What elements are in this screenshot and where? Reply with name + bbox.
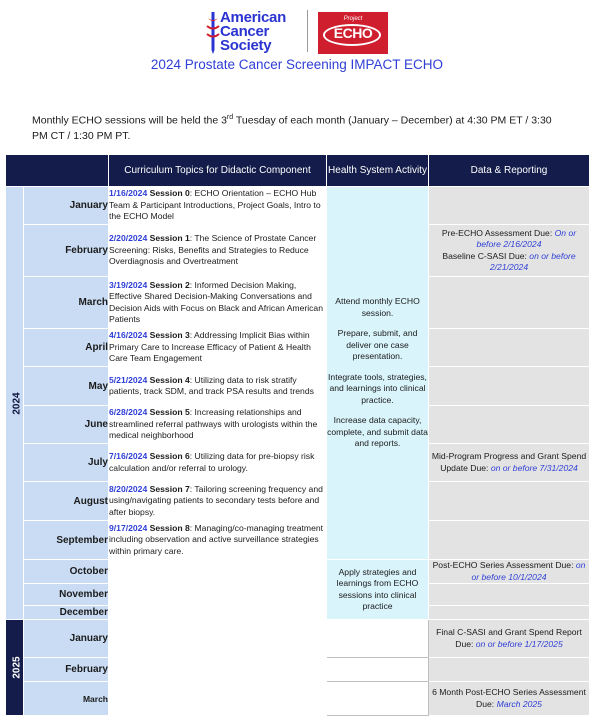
acs-logo-line1: American: [220, 9, 286, 26]
topic-november: [109, 584, 327, 606]
session-row-0: 1/16/2024 Session 0: ECHO Orientation – ECHO Hub Team & Participant Introductions, Project Goals, Intro to the ECHO Model: [109, 187, 327, 225]
health-system-activity-main: [327, 187, 429, 560]
health-system-activity-apply: Apply strategies and learnings from ECHO sessions into clinical practice: [327, 560, 429, 620]
data-reporting-april: [429, 329, 590, 367]
data-reporting-february: Pre-ECHO Assessment Due: On or before 2/16/2024 Baseline C-SASI Due: on or before 2/21/2024: [429, 225, 590, 277]
session-row-1: 2/20/2024 Session 1: The Science of Prostate Cancer Screening: Risks, Benefits and Strategies to Reduce Overdiagnosis and Overtreatment: [109, 225, 327, 277]
data-reporting-february-2025: [429, 658, 590, 682]
health-march-2025: [327, 682, 429, 716]
topic-march-2025: [109, 682, 327, 716]
header-data-reporting: Data & Reporting: [429, 155, 590, 187]
month-july: July: [24, 444, 109, 482]
session-row-2: 3/19/2024 Session 2: Informed Decision Making, Effective Shared Decision-Making Conversations and Decision Aids with Focus on Black and African American Patients: [109, 277, 327, 329]
topic-january-2025: [109, 620, 327, 658]
topic-december: [109, 606, 327, 620]
topic-february-2025: [109, 658, 327, 682]
data-reporting-may: [429, 367, 590, 406]
american-cancer-society-logo: [204, 10, 300, 54]
month-june: June: [24, 406, 109, 444]
echo-logo-project: Project: [343, 16, 363, 22]
month-december: December: [24, 606, 109, 620]
header-curriculum-topics: Curriculum Topics for Didactic Component: [109, 155, 327, 187]
topic-october: [109, 560, 327, 584]
data-reporting-july: Mid-Program Progress and Grant Spend Update Due: on or before 7/31/2024: [429, 444, 590, 482]
month-march: March: [24, 277, 109, 329]
data-reporting-september: [429, 521, 590, 560]
logo-divider: [307, 10, 308, 52]
session-row-8: 9/17/2024 Session 8: Managing/co-managing treatment including observation and active surveillance strategies within primary care.: [109, 521, 327, 560]
month-may: May: [24, 367, 109, 406]
data-reporting-december: [429, 606, 590, 620]
month-january: January: [24, 187, 109, 225]
intro-after: Tuesday of each month (January – December) at 4:30 PM ET / 3:30 PM CT / 1:30 PM PT.: [32, 114, 552, 142]
month-february-2025: February: [24, 658, 109, 682]
acs-logo-line2: Cancer: [220, 23, 270, 40]
acs-logo-line3: Society: [220, 37, 272, 54]
data-reporting-november: [429, 584, 590, 606]
health-activity-attend: Attend monthly ECHO session.: [335, 296, 420, 318]
page-title: 2024 Prostate Cancer Screening IMPACT ECHO: [150, 57, 444, 72]
data-reporting-march: [429, 277, 590, 329]
session-row-5: 6/28/2024 Session 5: Increasing relationships and streamlined referral pathways with urologists within the medical neighborhood: [109, 406, 327, 444]
month-october: October: [24, 560, 109, 584]
month-september: September: [24, 521, 109, 560]
year-2025-label: 2025: [6, 620, 24, 716]
month-november: November: [24, 584, 109, 606]
data-reporting-october: Post-ECHO Series Assessment Due: on or before 10/1/2024: [429, 560, 590, 584]
health-january-2025: [327, 620, 429, 658]
session-row-3: 4/16/2024 Session 3: Addressing Implicit Bias within Primary Care to Increase Efficacy of Patient & Health Care Team Engagement: [109, 329, 327, 367]
year-2024-label: 2024: [6, 187, 24, 620]
header-blank: [6, 155, 109, 187]
header-logos: [0, 8, 594, 54]
data-reporting-january-2025: Final C-SASI and Grant Spend Report Due: on or before 1/17/2025: [429, 620, 590, 658]
data-reporting-august: [429, 482, 590, 521]
month-april: April: [24, 329, 109, 367]
health-activity-integrate: Integrate tools, strategies, and learnings into clinical practice.: [328, 371, 427, 405]
health-activity-data: Increase data capacity, complete, and submit data and reports.: [327, 415, 428, 449]
data-reporting-june: [429, 406, 590, 444]
month-august: August: [24, 482, 109, 521]
data-reporting-january: [429, 187, 590, 225]
health-february-2025: [327, 658, 429, 682]
project-echo-logo: [318, 12, 388, 54]
session-row-4: 5/21/2024 Session 4: Utilizing data to risk stratify patients, track SDM, and track PSA results and trends: [109, 367, 327, 406]
data-reporting-march-2025: 6 Month Post-ECHO Series Assessment Due: March 2025: [429, 682, 590, 716]
session-row-6: 7/16/2024 Session 6: Utilizing data for pre-biopsy risk calculation and/or referral to urology.: [109, 444, 327, 482]
month-february: February: [24, 225, 109, 277]
health-activity-case: Prepare, submit, and deliver one case presentation.: [337, 328, 418, 362]
echo-logo-name: ECHO: [333, 25, 373, 41]
intro-before: Monthly ECHO sessions will be held the 3: [32, 114, 227, 127]
month-january-2025: January: [24, 620, 109, 658]
intro-sup: rd: [226, 114, 234, 121]
session-row-7: 8/20/2024 Session 7: Tailoring screening frequency and using/navigating patients to secondary tests before and after biopsy.: [109, 482, 327, 521]
intro-text: [32, 110, 562, 144]
header-health-system-activity: Health System Activity: [327, 155, 429, 187]
month-march-2025: March: [24, 682, 109, 716]
schedule-table: [5, 154, 590, 716]
